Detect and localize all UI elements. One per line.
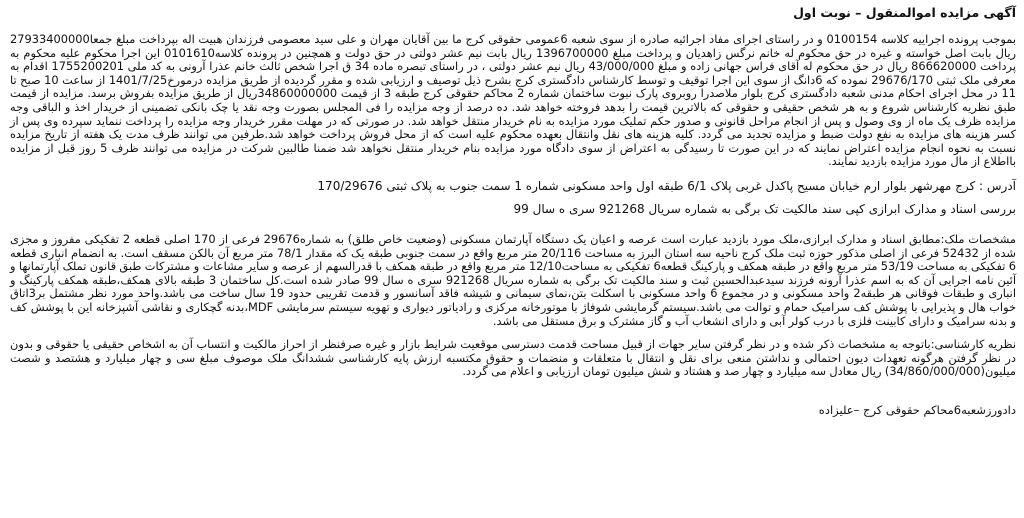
notice-intro-paragraph: بموجب پرونده اجراییه کلاسه 0100154 و در راستای اجرای مفاد اجرائیه صادره از سوی شعبه 6عمومی حقوقی کرج ما بین آقایان مهران و علی سید معصومی فرزندان هبیت اله بپرداخت مبلغ جمعا27933400000 ریال بابت اصل خواسته و غیره در حق محکوم له خانم نرگس زاهدیان و پرداخت مبلغ 1396700000 ریال بابت نیم عشر دولتی در حق دولت و همچنین در پرونده کلاسه0101610 این اجرا محکوم علیه محکوم به پرداخت 866620000 ریال در حق محکوم له آقای فراس جهانی زاده و مبلغ 43/000/000 ریال نیم عشر دولتی ، در راستای تبصره ماده 34 ق اجرا شخص ثالث خانم عذرا آرونی به کد ملی 1755200201 اقدام به معرفی ملک ثبتی 29676/170 نموده که 6دانگ از سوی این اجرا توقیف و توسط کارشناس دادگستری کرج بشرح ذیل توصیف و ارزیابی شده و مقرر گردیده از طریق مزایده درمورخ1401/7/25 از ساعت 10 صبح تا 11 در محل اجرای احکام مدنی شعبه دادگستری کرج بلوار ملاصدرا روبروی پارک نبوت ساختمان شماره 2 محاکم حقوقی کرج طبقه 3 از قیمت 34860000000ریال از طریق مزایده بفروش برسد. مزایده از قیمت طبق نظریه کارشناس شروع و به هر شخص حقیقی و حقوقی که بالاترین قیمت را بدهد فروخته خواهد شد. ده درصد از وجه مزایده را فی المجلس بصورت وجه نقد یا چک بانکی تضمینی از خریدار اخذ و الباقی وجه مزایده ظرف یک ماه از وی وصول و پس از انجام مراحل قانونی و صدور حکم تملیک مورد مزایده به نام خریدار منتقل خواهد شد. در صورتی که در مهلت مقرر خریدار وجه مزایده را پرداخت ننماید سپرده وی پس از کسر هزینه های مزایده به نفع دولت ضبط و مزایده تجدید می گردد. کلیه هزینه های نقل وانتقال بعهده محکوم علیه است که از محل فروش پرداخت خواهد شد.طرفین می توانند ظرف مدت یک هفته از تاریخ مزایده نسبت به نحوه انجام مزایده اعتراض نمایند که در این صورت تا رسیدگی به اعتراض از سوی دادگاه مورد مزایده بنام خریدار منتقل نخواهد شد ضمنا طالبین شرکت در مزایده می توانند ظرف 5 روز قبل از مزایده بااطلاع از مال مورد مزایده بازدید نمایند. [10, 32, 1017, 169]
expert-opinion: نظریه کارشناسی:باتوجه به مشخصات ذکر شده و در نظر گرفتن سایر جهات از قبیل مساحت قدمت دسترسی موقعیت شرایط بازار و غیره صرفنظر از احراز مالکیت و انتساب آن به اشخاص حقیقی یا حقوقی و بدون در نظر گرفتن هرگونه تعهدات دیون احتمالی و نداشتن منعی برای نقل و انتقال با متعلقات و منضمات و حقوق مکتسبه ارزش پایه کارشناسی ششدانگ ملک موصوف مبلغ سی و چهار میلیارد و هشتصد و شصت میلیون(34/860/000/000) ریال معادل سه میلیارد و چهار صد و هشتاد و شش میلیون تومان ارزیابی و اعلام می گردد. [10, 337, 1016, 379]
documents-review: بررسی اسناد و مدارک ابرازی کپی سند مالکیت تک برگی به شماره سریال 921268 سری ه سال 99 [513, 201, 1016, 216]
signature-line: دادورزشعبه6محاکم حقوقی کرج –علیزاده [818, 402, 1016, 417]
property-specifications: مشخصات ملک:مطابق اسناد و مدارک ابرازی،ملک مورد بازدید عبارت است عرصه و اعیان یک دستگاه آپارتمان مسکونی (وضعیت خاص طلق) به شماره29676 فرعی از 170 اصلی قطعه 2 تفکیکی مفروز و مجزی شده از 52432 فرعی از اصلی مذکور حوزه ثبت ملک کرج ناحیه سه استان البرز به مساحت 20/116 متر مربع واقع در سمت جنوبی طبقه یک که مقدار 78/1 متر مربع آن بالکن مسقف است. به انضمام انباری قطعه 6 تفکیکی به مساحت 53/19 متر مربع واقع در طبقه همکف و پارکینگ قطعه6 تفکیکی به مساحت12/10 متر مربع واقع در طبقه همکف با قدرالسهم از عرصه و سایر مشاعات و مشترکات طبق قانون تملک آپارتمانها و آئین نامه اجرایی آن که به اسم عذرا آرونه فرزند سیدعبدالحسین ثبت و سند مالکیت تک برگی به شماره سریال 921268 سری ه سال 99 صادر شده است.کل ساختمان 3 طبقه بالای همکف،طبقه همکف پارکینگ و انباری و طبقات فوقانی هر طبقه2 واحد مسکونی و در مجموع 6 واحد مسکونی با اسکلت بتن،نمای سیمانی و شیشه فاقد آسانسور و قدمت تقریبی حدود 19 سال ساخت می باشد.واحد مورد نظر مشتمل بر3اتاق خواب هال و پذیرایی با پوشش کف سرامیک حمام و توالت می باشد.سیستم گرمایشی شوفاژ با موتورخانه مرکزی و رادیاتور دیواری و تهویه سیستم سرمایشی MDF،بدنه گچکاری و نقاشی آشپزخانه این با پوشش کف و بدنه سرامیک و دارای کابینت فلزی با درب کولر آبی و دارای انشعاب آب و گاز مشترک و برق مستقل می باشد. [10, 231, 1017, 328]
notice-title: آگهی مزایده اموالمنقول – نوبت اول [793, 5, 1016, 20]
property-address: آدرس : کرج مهرشهر بلوار ارم خیابان مسیح پاکدل غربی پلاک 6/1 طبقه اول واحد مسکونی شماره 1 سمت جنوب به پلاک ثبتی 170/29676 [317, 178, 1016, 193]
